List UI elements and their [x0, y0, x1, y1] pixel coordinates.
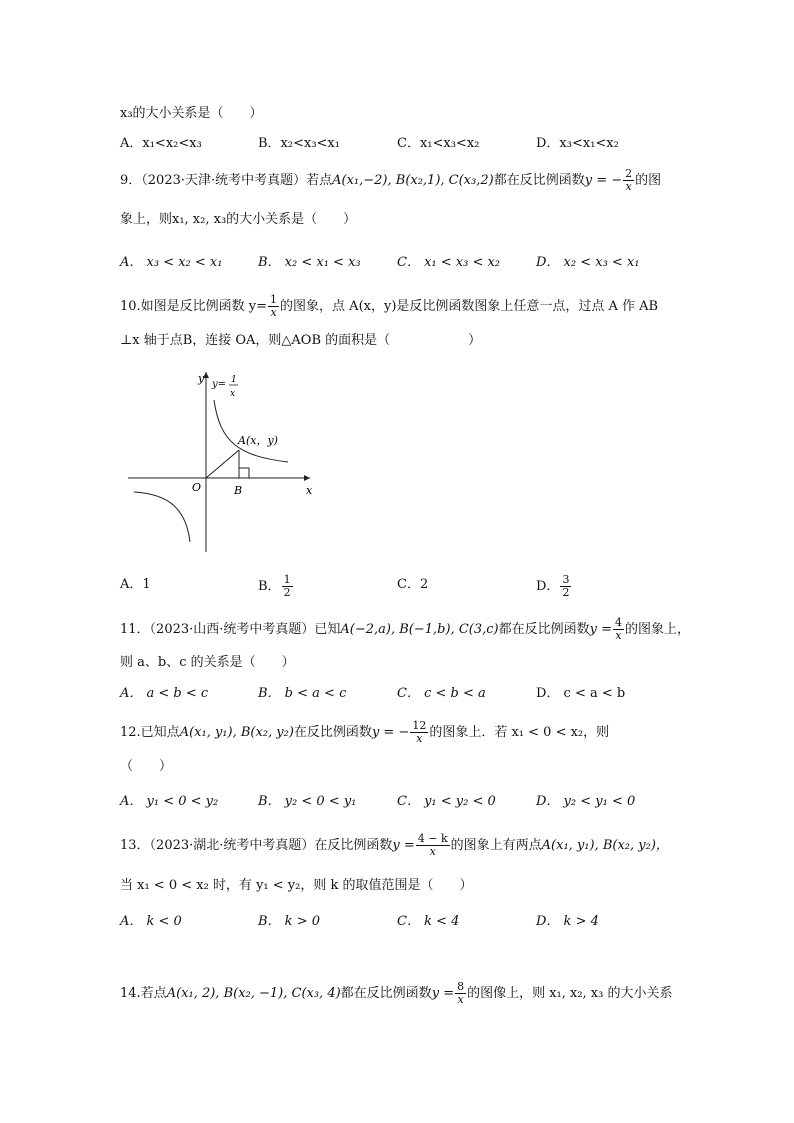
- q13-fraction: [416, 833, 450, 858]
- q10-option-d[interactable]: [536, 574, 572, 599]
- q13-frac-num: 4 − k: [417, 832, 448, 845]
- point-a-label: A(x，y): [238, 434, 278, 447]
- q11-suffix: 的图象上，: [625, 622, 691, 637]
- q14-func-lhs: y =: [431, 986, 455, 1001]
- q10-options: [120, 572, 680, 608]
- q10-suffix: 的图象，点 A(x，y)是反比例函数图象上任意一点，过点 A 作 AB: [280, 299, 659, 314]
- q9-points: A(x₁,−2), B(x₂,1), C(x₃,2): [332, 173, 494, 188]
- q11-option-b[interactable]: B． b < a < c: [258, 686, 347, 701]
- q14-prefix: 14.若点: [120, 986, 167, 1001]
- q11-option-c[interactable]: C． c < b < a: [397, 686, 486, 701]
- q9-func-lhs: y = −: [584, 173, 623, 188]
- q10-option-b[interactable]: [258, 574, 294, 599]
- q9-stem-line1: [120, 168, 661, 193]
- q14-points: A(x₁, 2), B(x₂, −1), C(x₃, 4): [166, 986, 341, 1001]
- q9-mid: 都在反比例函数: [493, 173, 585, 188]
- q13-points: A(x₁, y₁), B(x₂, y₂)，: [541, 838, 669, 853]
- q12-fraction: [410, 720, 428, 745]
- q9-options: [120, 252, 680, 274]
- q14-stem-line1: [120, 981, 673, 1006]
- curve-label-num: 1: [231, 375, 237, 385]
- q12-option-b[interactable]: B． y₂ < 0 < y₁: [258, 794, 357, 809]
- q9-frac-num: 2: [625, 167, 633, 180]
- q10-option-c[interactable]: C．2: [397, 577, 429, 592]
- q10-option-d-prefix: D．: [536, 579, 560, 594]
- q13-suffix: 的图象上有两点: [450, 838, 542, 853]
- q12-mid: 在反比例函数: [293, 725, 372, 740]
- q8-option-c[interactable]: C．x₁<x₃<x₂: [397, 136, 480, 151]
- right-angle-mark: [239, 468, 249, 478]
- q8-option-a[interactable]: A．x₁<x₂<x₃: [120, 136, 202, 151]
- q13-frac-den: x: [429, 845, 436, 858]
- q14-frac-num: 8: [457, 980, 465, 993]
- q14-suffix: 的图像上，则 x₁, x₂, x₃ 的大小关系: [467, 986, 673, 1001]
- q12-frac-den: x: [416, 732, 423, 745]
- q12-stem-line2: （ ）: [120, 759, 173, 774]
- q10-option-d-fraction: [560, 574, 571, 599]
- q11-stem-line1: [120, 617, 690, 642]
- q9-frac-den: x: [625, 180, 632, 193]
- point-b-label: B: [234, 484, 243, 497]
- q11-options: [120, 683, 680, 705]
- q13-option-b[interactable]: B． k > 0: [258, 914, 320, 929]
- q12-option-d[interactable]: D． y₂ < y₁ < 0: [536, 794, 636, 809]
- hyperbola-branch-left: [134, 492, 190, 542]
- q11-option-d[interactable]: D． c < a < b: [536, 686, 626, 701]
- q8-options: [120, 133, 680, 155]
- q8-option-d[interactable]: D．x₃<x₁<x₂: [536, 136, 619, 151]
- q11-frac-den: x: [615, 629, 622, 642]
- q11-frac-num: 4: [615, 616, 622, 629]
- q12-option-a[interactable]: A． y₁ < 0 < y₂: [120, 794, 219, 809]
- q13-prefix: 13．（2023·湖北·统考中考真题）在反比例函数: [120, 838, 393, 853]
- q9-option-c[interactable]: C． x₁ < x₃ < x₂: [397, 255, 501, 270]
- segment-oa: [206, 450, 239, 478]
- q9-prefix: 9．（2023·天津·统考中考真题）若点: [120, 173, 333, 188]
- q13-option-c[interactable]: C． k < 4: [397, 914, 460, 929]
- q14-fraction: [455, 981, 466, 1006]
- origin-label: O: [192, 481, 202, 494]
- q9-option-d[interactable]: D． x₂ < x₃ < x₁: [536, 255, 640, 270]
- q10-stem-line2: ⊥x 轴于点B，连接 OA，则△AOB 的面积是（ ）: [120, 333, 482, 348]
- q9-option-b[interactable]: B． x₂ < x₁ < x₃: [258, 255, 361, 270]
- q13-func-lhs: y =: [392, 838, 415, 853]
- q11-mid: 都在反比例函数: [498, 622, 590, 637]
- q10-figure: [128, 368, 318, 552]
- q10-option-d-den: 2: [562, 586, 570, 599]
- q11-func-lhs: y =: [589, 622, 612, 637]
- q13-stem-line2: 当 x₁ < 0 < x₂ 时，有 y₁ < y₂，则 k 的取值范围是（ ）: [120, 878, 473, 893]
- q12-prefix: 12.已知点: [120, 725, 180, 740]
- q11-points: A(−2,a), B(−1,b), C(3,c): [340, 622, 499, 637]
- q10-fraction: [268, 294, 279, 319]
- q13-option-a[interactable]: A． k < 0: [120, 914, 182, 929]
- q12-frac-num: 12: [412, 719, 427, 732]
- q9-suffix: 的图: [635, 173, 662, 188]
- q9-stem-line2: 象上，则x₁, x₂, x₃的大小关系是（ ）: [120, 212, 357, 227]
- q12-option-c[interactable]: C． y₁ < y₂ < 0: [397, 794, 496, 809]
- q10-prefix: 10.如图是反比例函数 y=: [120, 299, 268, 314]
- q14-mid: 都在反比例函数: [340, 986, 432, 1001]
- q10-option-b-num: 1: [283, 573, 291, 586]
- q11-option-a[interactable]: A． a < b < c: [120, 686, 209, 701]
- q12-suffix: 的图象上．若 x₁ < 0 < x₂，则: [429, 725, 610, 740]
- q11-fraction: [613, 617, 624, 642]
- q12-points: A(x₁, y₁), B(x₂, y₂): [179, 725, 294, 740]
- q10-frac-num: 1: [270, 293, 278, 306]
- q8-option-b[interactable]: B．x₂<x₃<x₁: [258, 136, 340, 151]
- q9-option-a[interactable]: A． x₃ < x₂ < x₁: [120, 255, 223, 270]
- q13-option-d[interactable]: D． k > 4: [536, 914, 599, 929]
- q10-option-b-prefix: B．: [258, 579, 281, 594]
- q10-stem-line1: [120, 294, 658, 319]
- q14-frac-den: x: [457, 993, 464, 1006]
- q10-option-b-fraction: [282, 574, 293, 599]
- x-axis-label: x: [306, 484, 313, 497]
- q13-options: [120, 911, 680, 933]
- q13-stem-line1: [120, 833, 669, 858]
- q12-stem-line1: [120, 720, 609, 745]
- q10-option-d-num: 3: [562, 573, 570, 586]
- curve-label-den: x: [230, 389, 236, 399]
- q10-frac-den: x: [270, 306, 277, 319]
- q12-func-lhs: y = −: [371, 725, 410, 740]
- curve-label-lhs: y=: [212, 379, 227, 390]
- q8-stem-tail: x₃的大小关系是（ ）: [120, 106, 263, 121]
- q12-options: [120, 791, 680, 813]
- hyperbola-branch-right: [214, 400, 288, 462]
- q11-stem-line2: 则 a、b、c 的关系是（ ）: [120, 655, 295, 670]
- y-axis-label: y: [198, 372, 205, 385]
- q10-option-a[interactable]: A．1: [120, 577, 151, 592]
- q11-prefix: 11．（2023·山西·统考中考真题）已知: [120, 622, 341, 637]
- q9-fraction: [623, 168, 634, 193]
- q10-option-b-den: 2: [283, 586, 291, 599]
